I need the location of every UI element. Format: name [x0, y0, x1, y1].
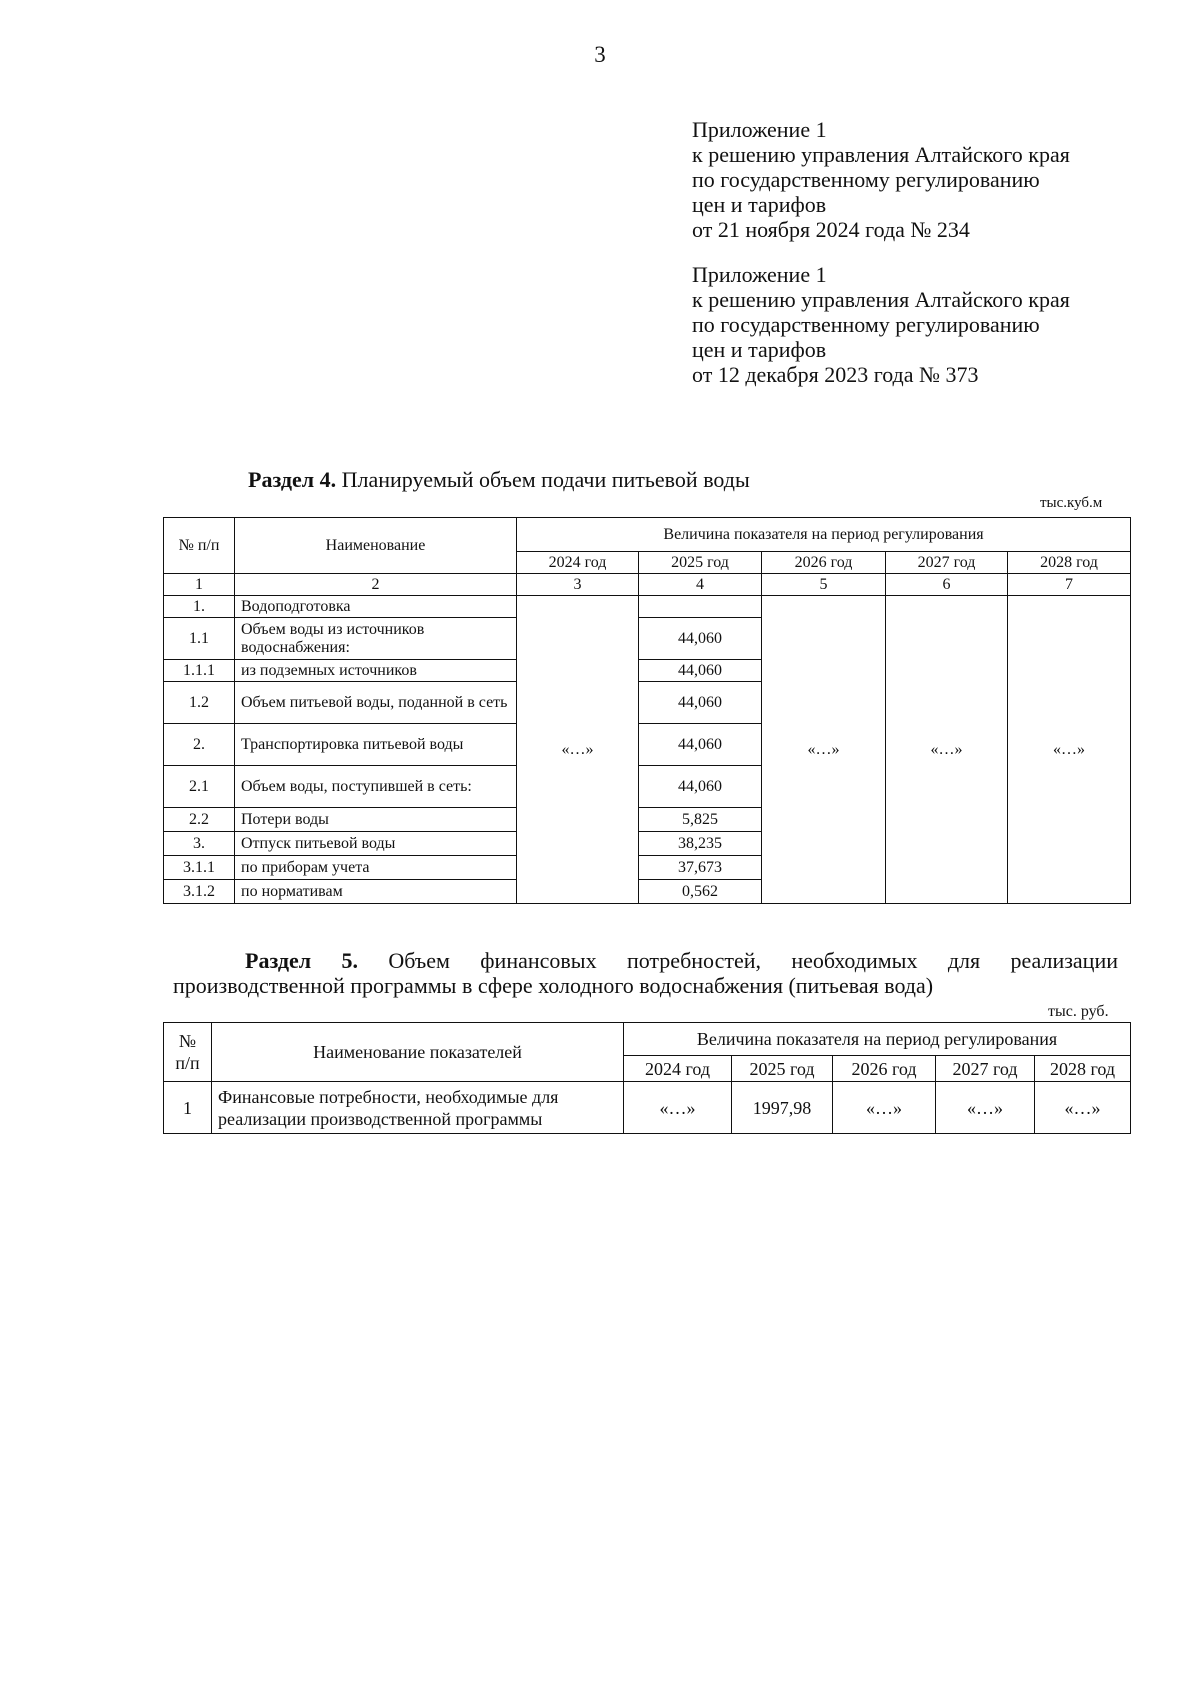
annex-line: Приложение 1: [692, 117, 827, 142]
row-num: 1: [164, 1082, 212, 1134]
value-2025: 44,060: [639, 682, 762, 724]
header-year: 2027 год: [936, 1056, 1035, 1082]
annex-line: к решению управления Алтайского края: [692, 287, 1070, 312]
section5-title-line2: производственной программы в сфере холодного водоснабжения (питьевая вода): [173, 973, 934, 998]
section4-unit: тыс.куб.м: [1040, 495, 1103, 511]
value-2028: «…»: [1008, 596, 1131, 904]
row-num: 1.1.1: [164, 660, 235, 682]
row-name: Объем воды, поступившей в сеть:: [235, 766, 517, 808]
annex-line: от 21 ноября 2024 года № 234: [692, 217, 970, 242]
row-name: по приборам учета: [235, 856, 517, 880]
header-year: 2025 год: [732, 1056, 833, 1082]
value-2025: 37,673: [639, 856, 762, 880]
header-group: Величина показателя на период регулирования: [624, 1023, 1131, 1056]
annex-line: от 12 декабря 2023 года № 373: [692, 362, 979, 387]
row-name: Водоподготовка: [235, 596, 517, 618]
section5-title-rest: Объем финансовых потребностей, необходимых для реализации: [357, 948, 1118, 973]
value-2025: 38,235: [639, 832, 762, 856]
section5-table: [163, 1022, 1131, 1134]
section5-unit: тыс. руб.: [1048, 1003, 1109, 1020]
value-2025: 1997,98: [732, 1082, 833, 1134]
row-num: 1.1: [164, 618, 235, 660]
annex-line: по государственному регулированию: [692, 167, 1040, 192]
section4-title-rest: Планируемый объем подачи питьевой воды: [336, 467, 750, 492]
col-number: 6: [886, 574, 1008, 596]
header-name: Наименование: [235, 518, 517, 574]
section4-table: [163, 517, 1131, 904]
header-year: 2028 год: [1035, 1056, 1131, 1082]
value-2026: «…»: [762, 596, 886, 904]
value-2027: «…»: [936, 1082, 1035, 1134]
row-num: 3.: [164, 832, 235, 856]
col-number: 3: [517, 574, 639, 596]
header-year: 2024 год: [517, 552, 639, 574]
header-year: 2026 год: [833, 1056, 936, 1082]
page-number: 3: [594, 42, 606, 67]
annex-previous: [692, 262, 1070, 387]
section4-title: [248, 467, 750, 493]
value-2025: 5,825: [639, 808, 762, 832]
annex-line: цен и тарифов: [692, 337, 827, 362]
col-number: 4: [639, 574, 762, 596]
annex-line: Приложение 1: [692, 262, 827, 287]
row-num: 1.: [164, 596, 235, 618]
row-num: 2.2: [164, 808, 235, 832]
row-name: Потери воды: [235, 808, 517, 832]
header-year: 2024 год: [624, 1056, 732, 1082]
header-num: № п/п: [164, 518, 235, 574]
value-2028: «…»: [1035, 1082, 1131, 1134]
value-2025: [639, 596, 762, 618]
row-name: Отпуск питьевой воды: [235, 832, 517, 856]
header-year: 2025 год: [639, 552, 762, 574]
section5-title: [173, 948, 1118, 998]
header-group: Величина показателя на период регулирования: [517, 518, 1131, 552]
value-2025: 44,060: [639, 724, 762, 766]
value-2024: «…»: [624, 1082, 732, 1134]
annex-current: [692, 117, 1070, 242]
row-num: 3.1.1: [164, 856, 235, 880]
value-2027: «…»: [886, 596, 1008, 904]
header-name: Наименование показателей: [212, 1023, 624, 1082]
value-2024: «…»: [517, 596, 639, 904]
col-number: 7: [1008, 574, 1131, 596]
annex-line: к решению управления Алтайского края: [692, 142, 1070, 167]
section5-title-line1: [173, 948, 1118, 973]
row-name: Объем питьевой воды, поданной в сеть: [235, 682, 517, 724]
row-num: 2.1: [164, 766, 235, 808]
col-number: 5: [762, 574, 886, 596]
section5-title-bold: Раздел 5.: [245, 948, 358, 973]
section4-title-bold: Раздел 4.: [248, 467, 337, 492]
header-year: 2028 год: [1008, 552, 1131, 574]
value-2025: 0,562: [639, 880, 762, 904]
annex-line: по государственному регулированию: [692, 312, 1040, 337]
row-name: Финансовые потребности, необходимые для реализации производственной программы: [212, 1082, 624, 1134]
row-num: 3.1.2: [164, 880, 235, 904]
header-num: № п/п: [164, 1023, 212, 1082]
col-number: 2: [235, 574, 517, 596]
value-2025: 44,060: [639, 618, 762, 660]
row-name: по нормативам: [235, 880, 517, 904]
row-num: 1.2: [164, 682, 235, 724]
value-2026: «…»: [833, 1082, 936, 1134]
col-number: 1: [164, 574, 235, 596]
value-2025: 44,060: [639, 660, 762, 682]
row-name: Транспортировка питьевой воды: [235, 724, 517, 766]
value-2025: 44,060: [639, 766, 762, 808]
row-name: Объем воды из источников водоснабжения:: [235, 618, 517, 660]
header-year: 2026 год: [762, 552, 886, 574]
annex-line: цен и тарифов: [692, 192, 827, 217]
row-name: из подземных источников: [235, 660, 517, 682]
row-num: 2.: [164, 724, 235, 766]
header-year: 2027 год: [886, 552, 1008, 574]
